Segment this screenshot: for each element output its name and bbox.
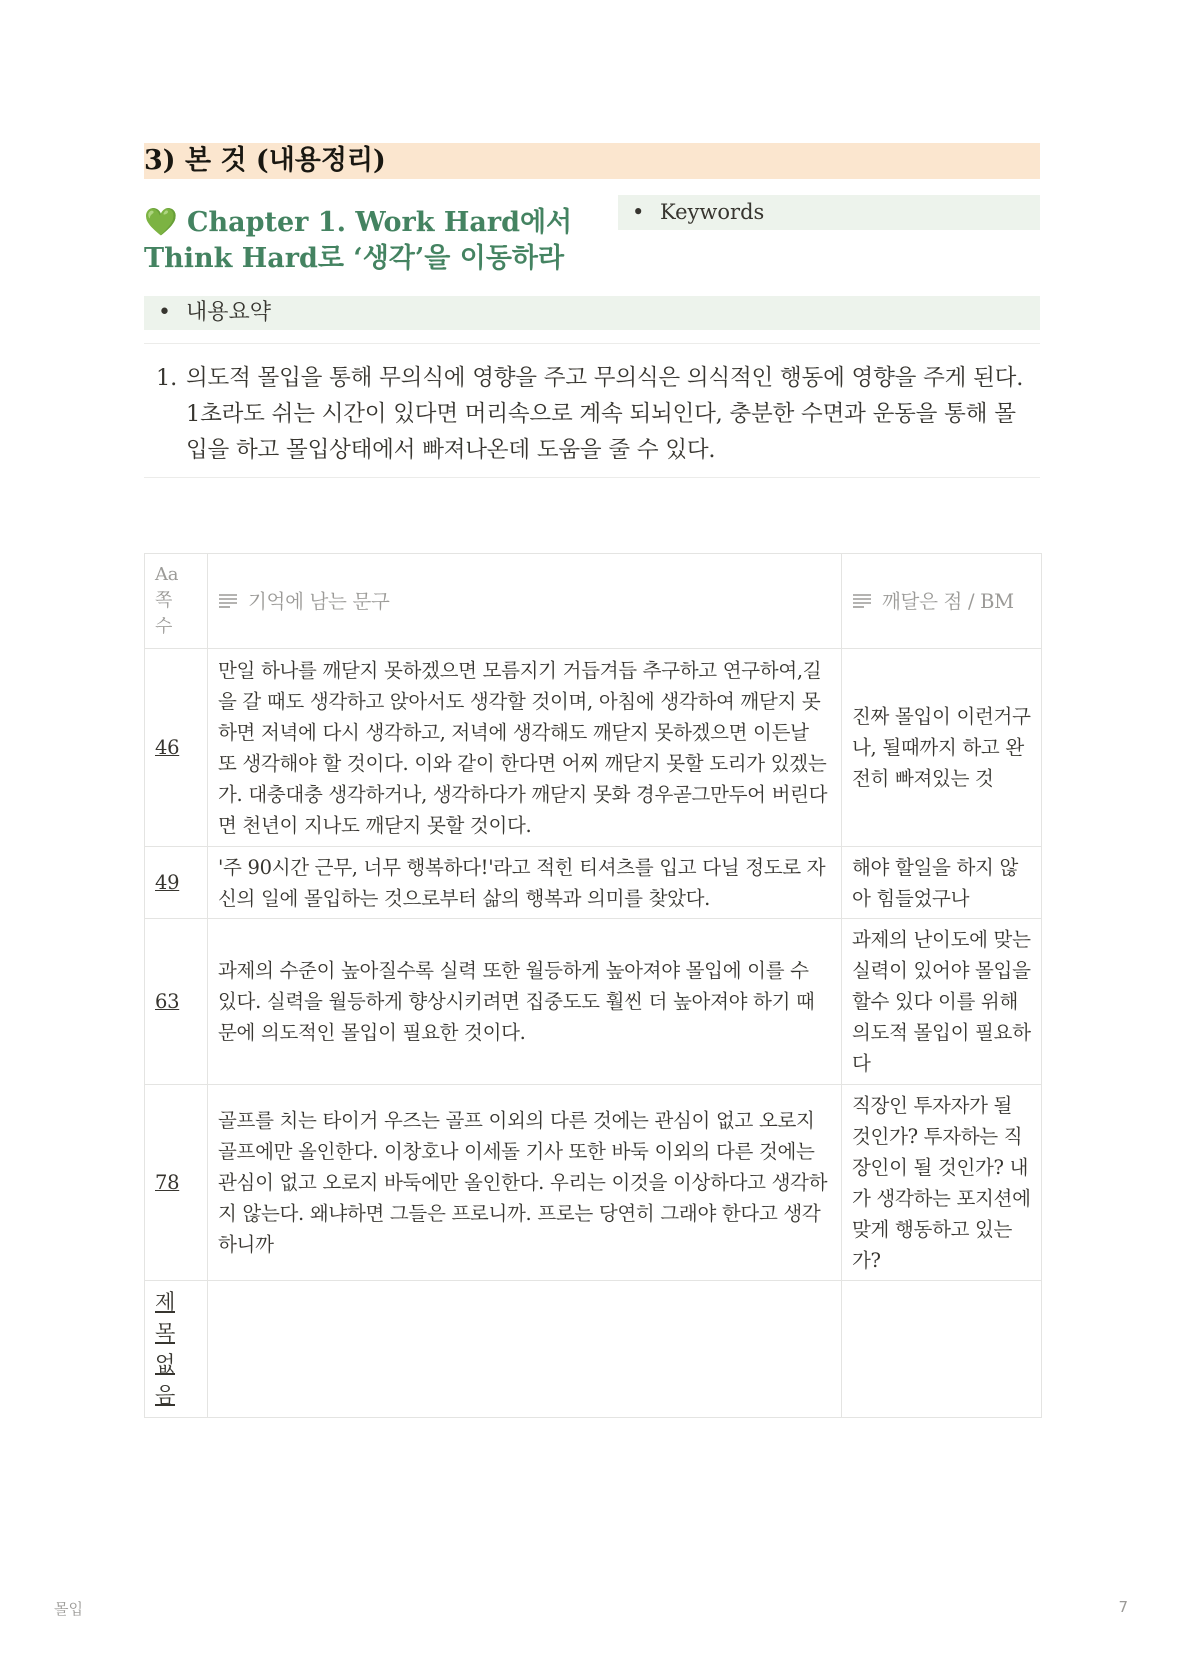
list-item-text: 의도적 몰입을 통해 무의식에 영향을 주고 무의식은 의식적인 행동에 영향을 주게 된다. 1초라도 쉬는 시간이 있다면 머리속으로 계속 되뇌인다, 충분한 수면과 운동을 통해 몰입을 하고 몰입상태에서 빠져나온데 도움을 줄 수 있다. (186, 365, 1024, 463)
table-row[interactable] (145, 847, 1042, 919)
footer-title: 몰입 (54, 1600, 83, 1618)
quote-cell: 만일 하나를 깨닫지 못하겠으면 모름지기 거듭겨듭 추구하고 연구하여,길을 갈 때도 생각하고 앉아서도 생각할 것이며, 아침에 생각하여 깨닫지 못하면 저녁에 다시 생각하고, 저녁에 생각해도 깨닫지 못하겠으면 이든날 또 생각해야 할 것이다. 이와 같이 한다면 어찌 깨닫지 못할 도리가 있겠는가. 대충대충 생각하거나, 생각하다가 깨닫지 못화 경우곧그만두어 버린다면 천년이 지나도 깨닫지 못할 것이다. (208, 649, 842, 847)
summary-list (156, 360, 1036, 468)
bullet-icon: • (158, 300, 171, 325)
title-property-icon: Aa (155, 564, 179, 585)
quote-table (144, 553, 1042, 1418)
column-header-quote-label: 기억에 남는 문구 (248, 589, 390, 613)
chapter-title-line1: Chapter 1. Work Hard에서 (187, 207, 573, 238)
summary-label: 내용요약 (186, 300, 272, 325)
table-header-row (145, 554, 1042, 649)
page-link[interactable]: 63 (155, 990, 180, 1013)
keywords-label: Keywords (660, 200, 765, 224)
chapter-title-line2: Think Hard로 ‘생각’을 이동하라 (144, 243, 565, 274)
divider (144, 343, 1040, 344)
note-cell: 과제의 난이도에 맞는 실력이 있어야 몰입을 할수 있다 이를 위해 의도적 몰입이 필요하다 (842, 919, 1042, 1085)
green-heart-icon: 💚 (144, 207, 178, 238)
quote-cell: 과제의 수준이 높아질수록 실력 또한 월등하게 높아져야 몰입에 이를 수 있다. 실력을 월등하게 향상시키려면 집중도도 훨씬 더 높아져야 하기 때 문에 의도적인 몰입이 필요한 것이다. (208, 919, 842, 1085)
column-header-page[interactable] (145, 554, 208, 649)
note-cell: 진짜 몰입이 이런거구나, 될때까지 하고 완전히 빠져있는 것 (842, 649, 1042, 847)
list-item (156, 360, 1036, 468)
quote-cell: '주 90시간 근무, 너무 행복하다!'라고 적힌 티셔츠를 입고 다닐 정도로 자신의 일에 몰입하는 것으로부터 삶의 행복과 의미를 찾았다. (208, 847, 842, 919)
note-cell: 직장인 투자자가 될 것인가? 투자하는 직장인이 될 것인가? 내가 생각하는 포지션에 맞게 행동하고 있는가? (842, 1085, 1042, 1281)
note-cell: 해야 할일을 하지 않아 힘들었구나 (842, 847, 1042, 919)
page-link[interactable]: 78 (155, 1171, 180, 1194)
list-item-number: 1. (156, 365, 178, 391)
page-link[interactable]: 제목 없음 (155, 1290, 175, 1407)
table-row[interactable] (145, 649, 1042, 847)
note-cell (842, 1281, 1042, 1418)
page-link[interactable]: 49 (155, 871, 180, 894)
column-header-note-label: 깨달은 점 / BM (882, 589, 1014, 613)
bullet-icon: • (632, 200, 645, 224)
footer-page-number: 7 (1118, 1598, 1128, 1616)
column-header-quote[interactable] (208, 554, 842, 649)
quote-cell (208, 1281, 842, 1418)
table-row[interactable] (145, 919, 1042, 1085)
chapter-title (144, 205, 574, 277)
column-header-note[interactable] (842, 554, 1042, 649)
page-link[interactable]: 46 (155, 736, 180, 759)
column-header-page-label: 쪽수 (155, 590, 173, 637)
text-lines-icon (852, 586, 872, 617)
text-lines-icon (218, 586, 238, 617)
divider (144, 477, 1040, 478)
table-row[interactable] (145, 1281, 1042, 1418)
section-heading: 3) 본 것 (내용정리) (144, 143, 1040, 179)
quote-cell: 골프를 치는 타이거 우즈는 골프 이외의 다른 것에는 관심이 없고 오로지 골프에만 올인한다. 이창호나 이세돌 기사 또한 바둑 이외의 다른 것에는 관심이 없고 오로지 바둑에만 올인한다. 우리는 이것을 이상하다고 생각하지 않는다. 왜냐하면 그들은 프로니까. 프로는 당연히 그래야 한다고 생각하니까 (208, 1085, 842, 1281)
summary-block[interactable] (144, 296, 1040, 330)
keywords-block[interactable] (618, 195, 1040, 230)
table-row[interactable] (145, 1085, 1042, 1281)
